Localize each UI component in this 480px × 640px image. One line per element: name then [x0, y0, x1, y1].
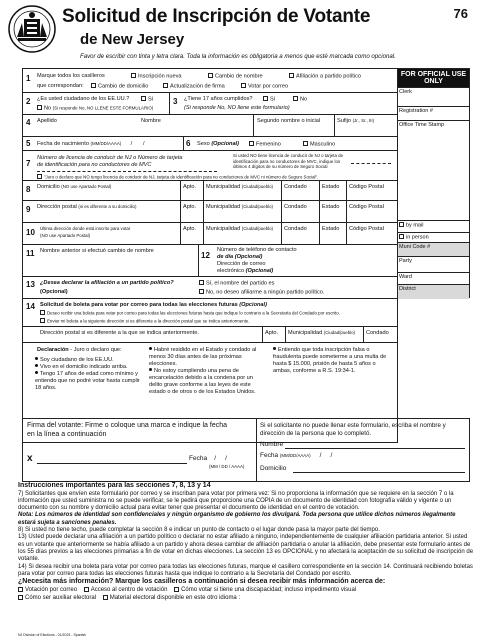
apt-field[interactable]: Apto. — [183, 226, 197, 232]
section-number: 10 — [26, 228, 35, 237]
section-5-6 — [23, 137, 397, 151]
section-number: 7 — [26, 159, 31, 168]
signature-date[interactable]: Fecha / / — [189, 455, 227, 462]
district-label: District — [399, 286, 416, 292]
section-number: 3 — [173, 97, 178, 106]
party-label: Party — [399, 258, 412, 264]
signature-date-format: (MM / DD / AAAA) — [209, 464, 245, 469]
signature-line[interactable] — [37, 463, 187, 464]
section-number: 8 — [26, 185, 31, 194]
s7-note: Si usted NO tiene licencia de conducir de NJ o tarjeta de identificación para no conductores de MVC, indique los últimos 4 dígitos de su número de Seguro Social — [233, 153, 344, 169]
check-signature-update[interactable]: Actualización de firma — [163, 83, 225, 90]
more-info-heading: ¿Necesita más información? Marque los casilleros a continuación si desea recibir más información acerca de: — [18, 578, 386, 586]
section-number: 5 — [26, 139, 31, 148]
section-number: 1 — [26, 74, 31, 83]
check-name-change[interactable]: Cambio de nombre — [208, 73, 263, 80]
apt-field[interactable]: Apto. — [183, 184, 197, 190]
by-mail-check: by mail — [399, 222, 423, 229]
s7-label2: de identificación para no conductores de MVC — [37, 162, 152, 168]
declaration — [23, 343, 397, 419]
instruction-7-note: Nota: Los números de identidad son confidenciales y ningún organismo de gobierno los divulgará. Toda persona que utilice dichos números ilegalmente estará sujeta a sanciones penales. — [18, 512, 456, 526]
instruction-8: 8) Si usted no tiene techo, puede completar la sección 8 e indicar un punto de contacto o el lugar donde pasa la mayor parte del tiempo. — [18, 527, 380, 534]
vbm-all-future[interactable]: Deseo recibir una boleta para votar por correo para todas las elecciones futuras hasta que indique lo contrario a la Secretaría del Condado por escrito. — [40, 310, 340, 316]
section-1 — [23, 69, 397, 93]
state-field[interactable]: Estado — [322, 184, 340, 190]
suffix-field[interactable]: Sufijo (Jr., Sr., III) — [337, 118, 375, 124]
signature-x: x — [27, 453, 33, 464]
s1-lead2: que correspondan: — [37, 83, 84, 89]
info-poll-worker[interactable]: Cómo ser auxiliar electoral — [18, 595, 96, 601]
s13-optional: (Opcional) — [40, 289, 68, 295]
s3-no[interactable]: No — [293, 96, 307, 103]
s3-question: ¿Tiene 17 años cumplidos? — [184, 96, 253, 102]
section-8 — [23, 181, 397, 201]
check-vote-by-mail[interactable]: Votar por correo — [241, 83, 288, 90]
municipality-field[interactable]: Municipalidad (Ciudad/pueblo) — [206, 184, 274, 190]
info-disability[interactable]: Cómo votar si tiene una discapacidad; incluso impedimento visual — [174, 587, 356, 593]
municipality-field[interactable]: Municipalidad (Ciudad/pueblo) — [206, 204, 274, 210]
form-subtitle: de New Jersey — [80, 31, 185, 48]
helper-date-field[interactable]: Fecha (MM/DD/AAAA) / / — [260, 452, 333, 459]
apt-field[interactable]: Apto. — [265, 330, 279, 336]
s14-title: Solicitud de boleta para votar por correo para todas las elecciones futuras (Opcional) — [40, 302, 267, 308]
in-person-check: in person — [399, 234, 429, 241]
section-2-3 — [23, 93, 397, 115]
county-field[interactable]: Condado — [284, 204, 307, 210]
s2-yes[interactable]: Sí — [141, 96, 153, 103]
s13-question: ¿Desea declarar la afiliación a un partido político? — [40, 280, 174, 286]
phone-field[interactable]: Número de teléfono de contacto — [217, 247, 297, 253]
municipality-field[interactable]: Municipalidad (Ciudad/pueblo) — [206, 226, 274, 232]
clerk-label: Clerk — [399, 89, 412, 95]
section-number: 11 — [26, 249, 35, 258]
muni-code-label: Muni Code # — [399, 244, 431, 250]
home-address-field[interactable]: Domicilio (NO use Apartado Postal) — [37, 184, 112, 190]
helper-instructions: Si el solicitante no puede llenar este formulario, escriba el nombre y dirección de la persona que lo completó. — [260, 422, 446, 437]
ward-label: Ward — [399, 274, 412, 280]
instruction-13: 13) Usted puede declarar una afiliación a un partido político o declarar no estar afiliado a ninguno, independientemente de cualquier afiliación partidaria anterior. Si usted es un votante que anteriormente se había afiliado a un partido y ahora desea cambiar de afiliación partidaria o anular la afiliación, debe presentar este formulario antes de los 55 días previos a las elecciones primarias a fin de votar en dichas elecciones. La sección 13 es OPCIONAL y no afectará la aceptación de su solicitud de inscripción de votante. — [18, 534, 474, 563]
municipality-field[interactable]: Municipalidad (Ciudad/pueblo) — [288, 330, 356, 336]
check-address-change[interactable]: Cambio de domicilio — [91, 83, 148, 90]
signature-label: Firma del votante: Firme o coloque una marca e indique la fecha en la línea a continuación — [27, 422, 227, 438]
county-field[interactable]: Condado — [284, 184, 307, 190]
zip-field[interactable]: Código Postal — [349, 226, 384, 232]
county-field[interactable]: Condado — [366, 330, 389, 336]
registration-form — [22, 68, 398, 443]
section-number: 2 — [26, 97, 31, 106]
section-7 — [23, 151, 397, 181]
prior-name-field[interactable]: Nombre anterior si efectuó cambio de nombre — [40, 248, 154, 254]
s1-lead: Marque todos los casilleros — [37, 73, 105, 79]
form-number: 76 — [453, 6, 468, 21]
s3-note: (Si responde No, NO llene este formulario) — [184, 105, 290, 111]
state-field[interactable]: Estado — [322, 204, 340, 210]
footer-text: NJ Division of Elections - 01/2023 - Spanish — [18, 633, 87, 637]
phone-optional: de día (Opcional) — [217, 254, 263, 260]
dob-field[interactable]: Fecha de nacimiento (MM/DD/AAAA) / / — [37, 141, 145, 147]
s7-juro[interactable]: "Juro o declaro que NO tengo licencia de conducir de NJ, tarjeta de identificación para no conductores de MVC ni número de Seguro Social". — [37, 174, 318, 180]
section-4 — [23, 115, 397, 137]
declaration-col3: Entiendo que toda inscripción falsa o fraudulenta puede someterme a una multa de hasta $ 15.000, prisión de hasta 5 años o ambas, conforme a R.S. 19:34-1. — [273, 347, 387, 374]
form-title: Solicitud de Inscripción de Votante — [62, 6, 371, 27]
section-number: 12 — [201, 251, 210, 260]
vbm-alt-address[interactable]: Enviar mi boleta a la siguiente dirección si es diferente a la dirección postal que se indica anteriormente. — [40, 318, 250, 324]
office-stamp-label: Office Time Stamp — [399, 122, 445, 128]
instruction-14: 14) Si desea recibir una boleta para votar por correo para todas las elecciones futuras, marque el casillero correspondiente en la sección 14. Continuará recibiendo boletas para votar por correo para todas las elecciones futuras hasta que indique lo contrario a la Secretaría del Condado por escrito. — [18, 563, 473, 577]
registration-label: Registration # — [399, 108, 433, 114]
zip-field[interactable]: Código Postal — [349, 204, 384, 210]
s7-label: Número de licencia de conducir de NJ o Número de tarjeta — [37, 155, 183, 161]
instruction-7: 7) Solicitantes que envíen este formulario por correo y se inscriban para votar por primera vez: Si no proporciona la información que se requiere en la sección 7 o la información que usted suministra no se puede verificar, se le pedirá que proporcione una COPIA de un documento de identidad con fotografía válido y vigente o un documento con su nombre y domicilio actual para evitar tener que presentar el documento de identidad en el centro de votación. — [18, 490, 454, 512]
license-number-field[interactable] — [37, 171, 217, 172]
ssn-last4-field[interactable] — [351, 163, 391, 164]
instructions-title: Instrucciones importantes para las secciones 7, 8, 13 y 14 — [18, 482, 211, 489]
info-other-language[interactable]: Material electoral disponible en este otro idioma : — [103, 595, 240, 601]
helper-name-field[interactable]: Nombre — [260, 441, 284, 448]
more-info-options-row1 — [18, 587, 474, 595]
section-number: 13 — [26, 280, 35, 289]
section-14 — [23, 299, 397, 343]
sex-label: Sexo (Opcional) — [197, 141, 239, 147]
apt-field[interactable]: Apto. — [183, 204, 197, 210]
first-name-field[interactable]: Nombre — [141, 118, 161, 124]
signature-area — [22, 418, 470, 482]
middle-name-field[interactable]: Segundo nombre o inicial — [257, 118, 321, 124]
party-yes[interactable]: Sí, el nombre del partido es — [199, 280, 274, 287]
sex-female[interactable]: Femenino — [249, 141, 281, 148]
s10-note: (NO use Apartado Postal) — [40, 233, 91, 238]
declaration-col1: Soy ciudadano de los EE.UU. Vivo en el domicilio indicado arriba. Tengo 17 años de edad como mínimo y entiendo que no podré votar hasta cumplir 18 años. — [35, 357, 140, 391]
helper-address-field[interactable]: Domicilio — [260, 465, 287, 472]
declaration-title: Declaración - Juro o declaro que: — [37, 347, 122, 353]
state-field[interactable]: Estado — [322, 226, 340, 232]
email-optional: electrónico (Opcional) — [217, 268, 274, 274]
more-info-options-row2 — [18, 595, 474, 603]
sex-male[interactable]: Masculino — [303, 141, 335, 148]
s2-question: ¿Es usted ciudadano de los EE.UU.? — [37, 96, 130, 102]
section-number: 6 — [186, 139, 191, 148]
declaration-col2: Habré residido en el Estado y condado al menos 30 días antes de las próximas elecciones. No estoy cumpliendo una pena de encarcelación debido a la condena por un delito grave conforme a las leyes de este estado o de otros o de los Estados Unidos. — [149, 347, 257, 395]
section-11-12 — [23, 245, 397, 277]
section-number: 9 — [26, 205, 31, 214]
info-polling-access[interactable]: Acceso al centro de votación — [84, 587, 168, 593]
prior-address-field[interactable]: Última dirección donde está inscrito para votar — [40, 226, 131, 231]
last-name-field[interactable]: Apellido — [37, 118, 57, 124]
s3-yes[interactable]: Sí — [263, 96, 275, 103]
nj-state-seal — [8, 5, 56, 53]
zip-field[interactable]: Código Postal — [349, 184, 384, 190]
section-number: 14 — [26, 302, 35, 311]
section-10 — [23, 223, 397, 245]
section-number: 4 — [26, 118, 31, 127]
info-vote-by-mail[interactable]: Votación por correo — [18, 587, 77, 593]
vbm-address-field[interactable]: Dirección postal si es diferente a la que se indica anteriormente. — [40, 330, 199, 336]
important-instructions — [18, 482, 474, 602]
email-field[interactable]: Dirección de correo — [217, 261, 266, 267]
check-new-registration[interactable]: Inscripción nueva — [131, 73, 182, 80]
section-13 — [23, 277, 397, 299]
official-use-header: FOR OFFICIAL USE ONLY — [398, 69, 469, 88]
party-no[interactable]: No, no deseo afiliarme a ningún partido político. — [199, 289, 324, 296]
s2-no[interactable]: No (Si responde No, NO LLENE ESTE FORMULARIO) — [37, 105, 153, 112]
check-party-affiliation[interactable]: Afiliación a partido político — [289, 73, 361, 80]
form-instructions: Favor de escribir con tinta y letra clara. Toda la información es obligatoria a menos que esté marcada como opcional. — [80, 53, 396, 60]
official-use-panel — [398, 68, 470, 298]
county-field[interactable]: Condado — [284, 226, 307, 232]
section-9 — [23, 201, 397, 223]
mailing-address-field[interactable]: Dirección postal (si es diferente a su domicilio) — [37, 204, 137, 210]
